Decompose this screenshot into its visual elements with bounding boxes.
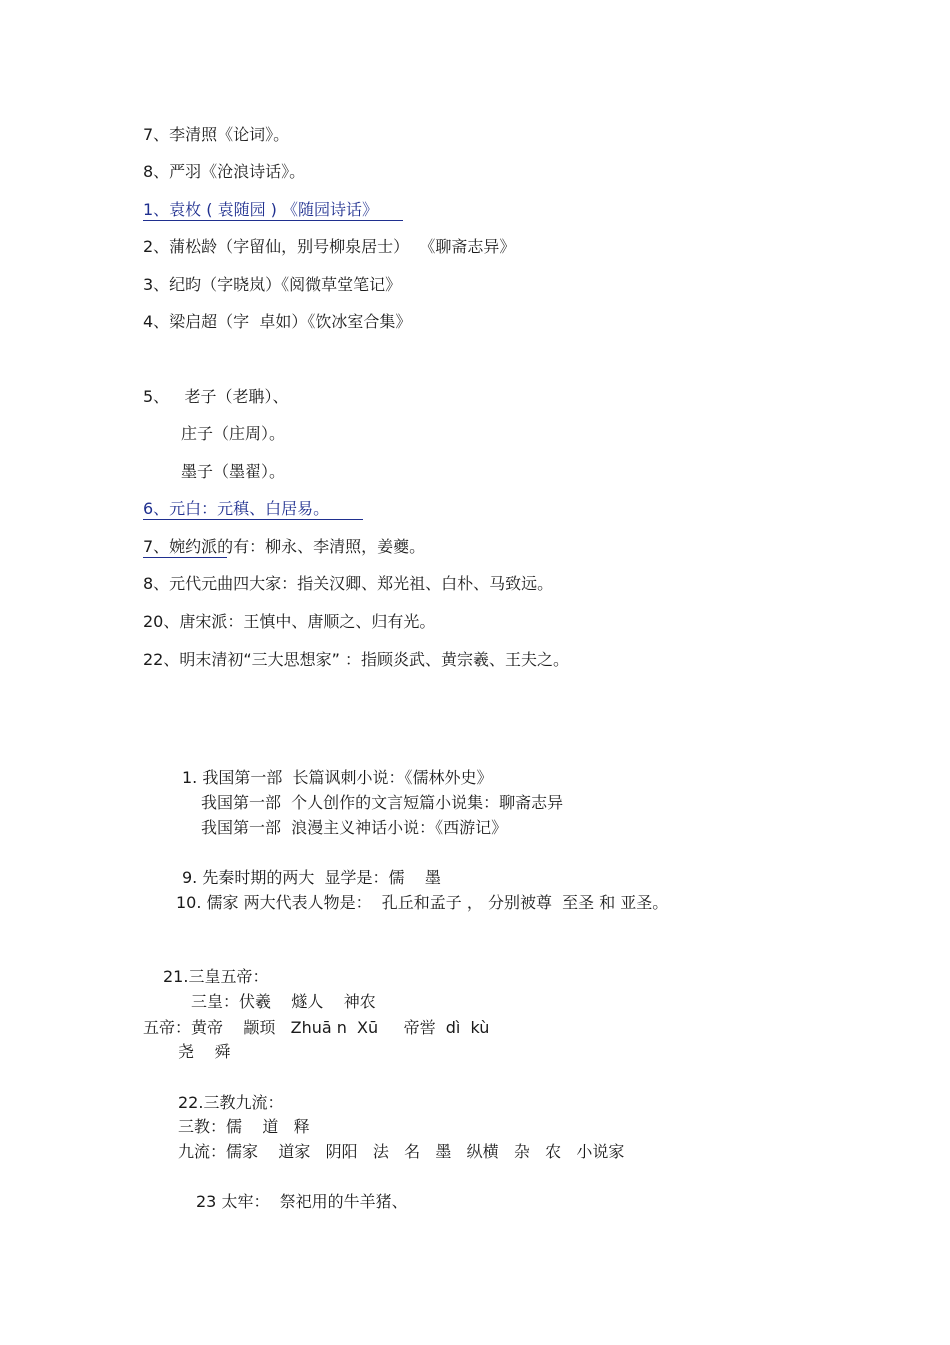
text-line: 2、蒲松龄（字留仙，别号柳泉居士） 《聊斋志异》 bbox=[143, 237, 516, 256]
underline bbox=[143, 557, 227, 558]
text-line: 20、唐宋派：王慎中、唐顺之、归有光。 bbox=[143, 612, 436, 631]
text-line: 4、梁启超（字 卓如）《饮冰室合集》 bbox=[143, 312, 412, 331]
text-line: 1. 我国第一部 长篇讽刺小说：《儒林外史》 bbox=[182, 768, 493, 787]
text-line: 墨子（墨翟）。 bbox=[181, 462, 286, 481]
text-line: 5、 老子（老聃）、 bbox=[143, 387, 289, 406]
text-line: 7、婉约派的有：柳永、李清照，姜夔。 bbox=[143, 537, 426, 556]
text-line: 7、李清照《论词》。 bbox=[143, 125, 290, 144]
text-line: 我国第一部 浪漫主义神话小说：《西游记》 bbox=[201, 818, 508, 837]
underline bbox=[143, 519, 363, 520]
text-line: 庄子（庄周）。 bbox=[181, 424, 286, 443]
text-line: 尧 舜 bbox=[178, 1042, 231, 1061]
text-line: 九流：儒家 道家 阴阳 法 名 墨 纵横 杂 农 小说家 bbox=[178, 1142, 625, 1161]
text-line: 8、元代元曲四大家：指关汉卿、郑光祖、白朴、马致远。 bbox=[143, 574, 554, 593]
text-line: 22、明末清初“三大思想家” ：指顾炎武、黄宗羲、王夫之。 bbox=[143, 650, 570, 669]
text-line: 6、元白：元稹、白居易。 bbox=[143, 499, 330, 518]
text-line: 五帝：黄帝 颛顼 Zhuā n Xū 帝喾 dì kù bbox=[143, 1018, 490, 1037]
text-line: 21.三皇五帝： bbox=[163, 967, 269, 986]
text-line: 三皇：伏羲 燧人 神农 bbox=[191, 992, 376, 1011]
text-line: 9. 先秦时期的两大 显学是：儒 墨 bbox=[182, 868, 441, 887]
text-line: 3、纪昀（字晓岚）《阅微草堂笔记》 bbox=[143, 275, 402, 294]
text-line: 1、袁枚 ( 袁随园 ) 《随园诗话》 bbox=[143, 200, 379, 219]
text-line: 三教：儒 道 释 bbox=[178, 1117, 310, 1136]
text-line: 我国第一部 个人创作的文言短篇小说集：聊斋志异 bbox=[201, 793, 564, 812]
text-line: 10. 儒家 两大代表人物是： 孔丘和孟子 ， 分别被尊 至圣 和 亚圣。 bbox=[176, 893, 669, 912]
underline bbox=[143, 220, 403, 221]
text-line: 22.三教九流： bbox=[178, 1093, 284, 1112]
text-line: 23 太牢： 祭祀用的牛羊猪、 bbox=[196, 1192, 408, 1211]
text-line: 8、严羽《沧浪诗话》。 bbox=[143, 162, 306, 181]
